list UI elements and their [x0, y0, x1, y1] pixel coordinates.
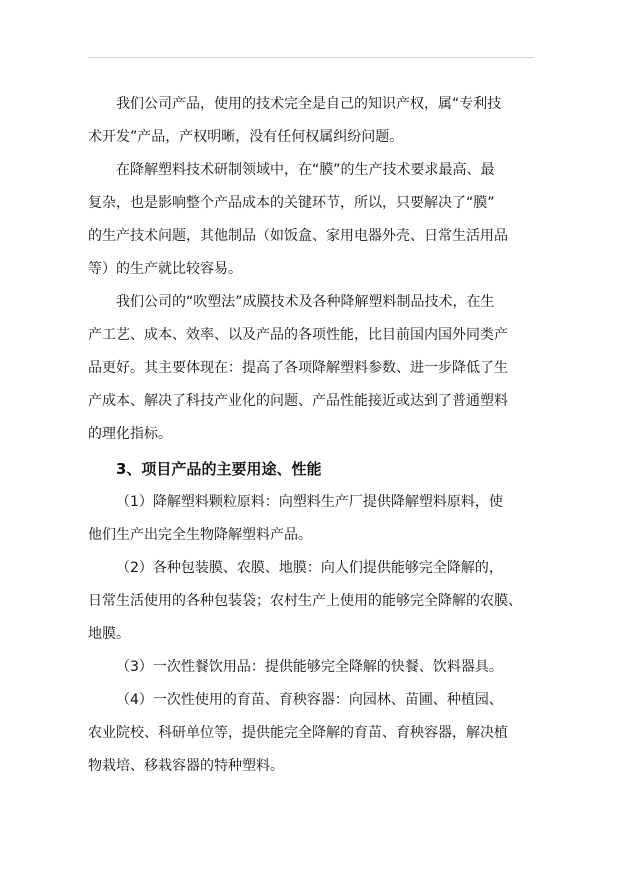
list-item — [88, 486, 534, 552]
text-line: （1）降解塑料颗粒原料：向塑料生产厂提供降解塑料原料，使 — [116, 494, 503, 510]
text-line: 日常生活使用的各种包装袋；农村生产上使用的能够完全降解的农膜、 — [88, 593, 522, 609]
text-line: 品更好。其主要体现在：提高了各项降解塑料参数、进一步降低了生 — [88, 360, 508, 376]
section-heading: 3、项目产品的主要用途、性能 — [116, 460, 322, 478]
list-item — [88, 651, 534, 684]
text-line: 物栽培、移栽容器的特种塑料。 — [88, 758, 284, 774]
paragraph-blow-molding — [88, 286, 534, 451]
text-line: 我们公司的“吹塑法”成膜技术及各种降解塑料制品技术，在生 — [116, 294, 495, 310]
text-line: 的理化指标。 — [88, 426, 172, 442]
text-line: （4）一次性使用的育苗、育秧容器：向园林、苗圃、种植园、 — [116, 692, 503, 708]
text-line: 产工艺、成本、效率、以及产品的各项性能，比目前国内国外同类产 — [88, 327, 508, 343]
list-item — [88, 552, 534, 651]
header-rule — [88, 57, 534, 58]
text-line: 复杂，也是影响整个产品成本的关键环节，所以，只要解决了“膜” — [88, 195, 495, 211]
list-item — [88, 684, 534, 783]
text-line: 地膜。 — [88, 626, 130, 642]
text-line: 的生产技术问题，其他制品（如饭盒、家用电器外壳、日常生活用品 — [88, 228, 508, 244]
text-line: （3）一次性餐饮用品：提供能够完全降解的快餐、饮料器具。 — [116, 659, 503, 675]
text-line: 等）的生产就比较容易。 — [88, 261, 242, 277]
text-line: 产成本、解决了科技产业化的问题、产品性能接近或达到了普通塑料 — [88, 393, 508, 409]
text-line: 术开发”产品，产权明晰，没有任何权属纠纷问题。 — [88, 129, 404, 145]
text-line: （2）各种包装膜、农膜、地膜：向人们提供能够完全降解的， — [116, 560, 503, 576]
text-line: 他们生产出完全生物降解塑料产品。 — [88, 527, 312, 543]
document-body — [88, 88, 534, 783]
paragraph-ip-ownership — [88, 88, 534, 154]
text-line: 农业院校、科研单位等，提供能完全降解的育苗、育秧容器，解决植 — [88, 725, 508, 741]
paragraph-film-technology — [88, 154, 534, 286]
text-line: 我们公司产品，使用的技术完全是自己的知识产权，属“专利技 — [116, 96, 502, 112]
text-line: 在降解塑料技术研制领域中，在“膜”的生产技术要求最高、最 — [116, 162, 495, 178]
